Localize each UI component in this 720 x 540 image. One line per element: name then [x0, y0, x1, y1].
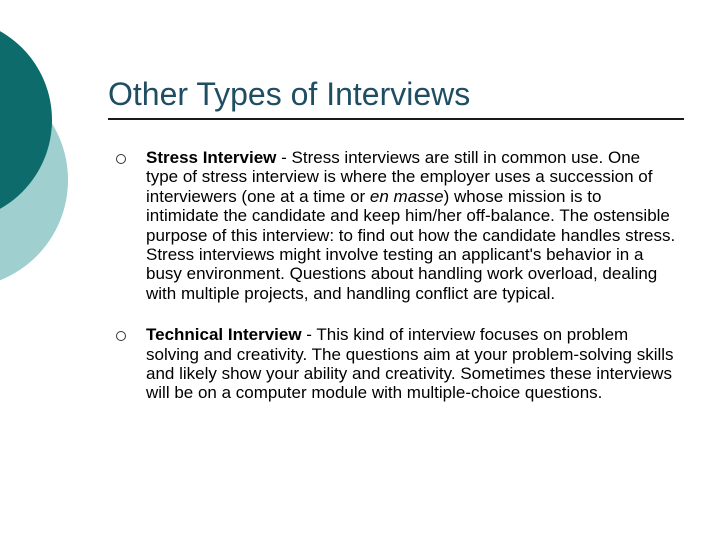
list-item — [116, 148, 676, 303]
bullet-term: Technical Interview — [146, 325, 302, 345]
bullet-text — [146, 325, 676, 403]
bullet-body: This kind of interview focuses on problem solving and creativity. The questions aim at your problem-solving skills and likely show your ability and creativity. Sometimes these interviews will be on a computer module with multiple-choice questions. — [146, 325, 674, 403]
bullet-circle-icon — [116, 154, 126, 164]
slide-title: Other Types of Interviews — [108, 76, 471, 112]
list-item — [116, 325, 676, 403]
bullet-body: Stress interviews are still in common use. One type of stress interview is where the employer uses a succession of interviewers (one at a time or — [146, 148, 653, 206]
bullet-list — [116, 148, 676, 425]
corner-decoration — [0, 0, 120, 300]
bullet-separator: - — [301, 325, 317, 345]
teal-circles-graphic — [0, 0, 120, 300]
bullet-circle-icon — [116, 331, 126, 341]
bullet-term: Stress Interview — [146, 148, 277, 167]
bullet-italic: en masse — [369, 186, 444, 206]
bullet-text — [146, 148, 676, 303]
title-underline — [108, 118, 684, 120]
bullet-body-continued: ) whose mission is to intimidate the candidate and keep him/her off-balance. The ostensible purpose of this interview: to find out how the candidate handles stress. Stress interviews might involve testing an applicant's behavior in a busy environment. Questions about handling work overload, dealing with multiple projects, and handling conflict are typical. — [146, 186, 676, 303]
bullet-separator: - — [276, 148, 292, 167]
